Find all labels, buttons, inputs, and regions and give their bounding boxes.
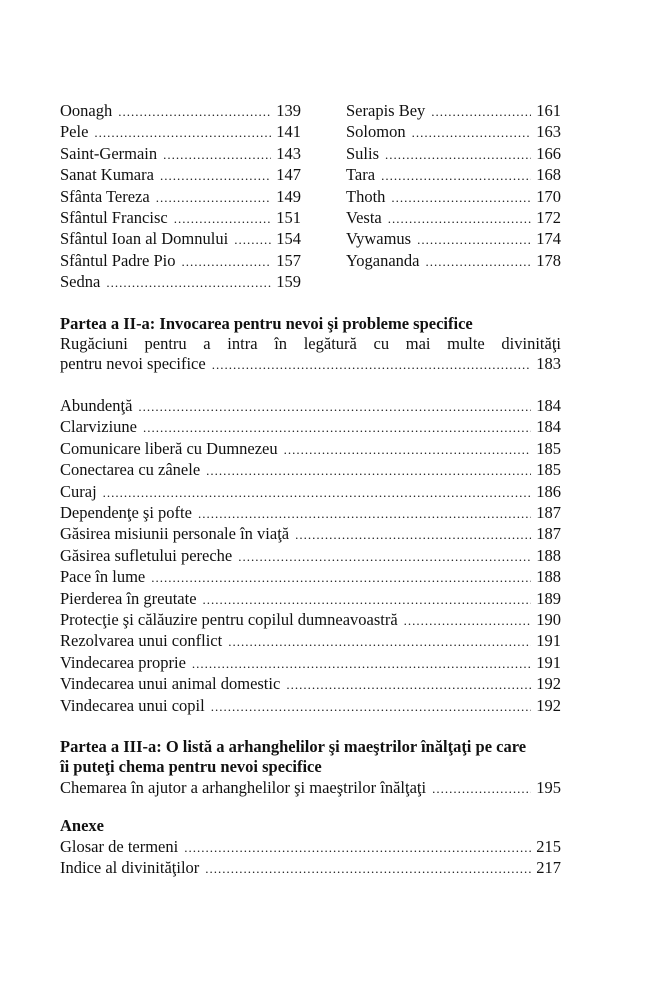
part3-heading (60, 737, 561, 778)
toc-entry (60, 610, 561, 631)
toc-entry (346, 165, 561, 186)
toc-entry-title: Sfânta Tereza (60, 186, 150, 206)
toc-entry-page: 187 (536, 502, 561, 522)
toc-entry-page: 195 (536, 777, 561, 797)
toc-entry-title: Găsirea sufletului pereche (60, 545, 233, 565)
toc-entry (60, 354, 561, 375)
dot-leader (412, 123, 531, 143)
dot-leader (160, 166, 271, 186)
dot-leader (385, 145, 531, 165)
toc-entry-title: Indice al divinităţilor (60, 858, 200, 877)
toc-entry (60, 546, 561, 567)
dot-leader (228, 632, 531, 652)
toc-entry-page: 186 (536, 481, 561, 501)
toc-entry-page: 154 (276, 229, 301, 249)
toc-entry-page: 141 (276, 122, 301, 142)
dot-leader (103, 483, 531, 503)
toc-entry (60, 567, 561, 588)
toc-entry-page: 215 (536, 836, 561, 856)
spacer (60, 376, 561, 396)
dot-leader (234, 230, 271, 250)
toc-entry (60, 589, 561, 610)
toc-entry-page: 217 (536, 858, 561, 877)
toc-entry-title: Găsirea misiunii personale în viaţă (60, 524, 290, 544)
toc-entry-title: Abundenţă (60, 395, 133, 415)
toc-entry-page: 139 (276, 101, 301, 120)
dot-leader (404, 611, 531, 631)
toc-entry-title: Curaj (60, 481, 97, 501)
dot-leader (431, 102, 531, 122)
toc-entry-page: 168 (536, 165, 561, 185)
toc-entry-title: Conectarea cu zânele (60, 460, 201, 480)
spacer (60, 717, 561, 737)
toc-entry-title: Comunicare liberă cu Dumnezeu (60, 438, 278, 458)
toc-entry-page: 163 (536, 122, 561, 142)
toc-entry-title: Tara (346, 165, 376, 185)
dot-leader (156, 188, 271, 208)
dot-leader (238, 547, 531, 567)
part3-heading-line: îi puteţi chema pentru nevoi specifice (60, 757, 322, 777)
dot-leader (205, 859, 531, 879)
toc-entry-title: Vindecarea unui animal domestic (60, 674, 281, 694)
toc-entry-title: Serapis Bey (346, 101, 426, 120)
dot-leader (426, 252, 532, 272)
toc-entry-title: Chemarea în ajutor a arhanghelilor şi maeştrilor înălţaţi (60, 777, 427, 797)
toc-entry (60, 122, 301, 143)
toc-entry-page: 147 (276, 165, 301, 185)
toc-entry-page: 183 (536, 354, 561, 374)
toc-entry-page: 192 (536, 674, 561, 694)
dot-leader (295, 525, 531, 545)
toc-entry (60, 460, 561, 481)
toc-entry-title: Yogananda (346, 250, 420, 270)
part2-intro-line: Rugăciuni pentru a intra în legătură cu mai multe divinităţi (60, 334, 561, 354)
toc-entry-page: 161 (536, 101, 561, 120)
dot-leader (192, 654, 531, 674)
toc-entry (60, 837, 561, 858)
toc-entry (60, 208, 301, 229)
toc-entry-title: Rezolvarea unui conflict (60, 631, 223, 651)
toc-entry-page: 143 (276, 143, 301, 163)
toc-entry (60, 439, 561, 460)
toc-entry (60, 187, 301, 208)
toc-entry (60, 165, 301, 186)
toc-entry (60, 101, 301, 122)
toc-entry-page: 189 (536, 588, 561, 608)
dot-leader (151, 568, 531, 588)
toc-entry (60, 272, 301, 293)
deities-columns (60, 101, 561, 294)
toc-entry (346, 122, 561, 143)
deities-left-column (60, 101, 301, 294)
toc-entry-title: Vindecarea unui copil (60, 695, 205, 715)
toc-entry (60, 858, 561, 879)
dot-leader (206, 461, 531, 481)
dot-leader (174, 209, 271, 229)
dot-leader (106, 273, 271, 293)
dot-leader (182, 252, 272, 272)
dot-leader (138, 397, 531, 417)
toc-entry-page: 170 (536, 186, 561, 206)
toc-entry-title: Sedna (60, 272, 101, 292)
dot-leader (212, 355, 531, 375)
part3-heading-line: Partea a III-a: O listă a arhanghelilor şi maeştrilor înălţaţi pe care (60, 736, 527, 756)
toc-entry-title: Protecţie şi călăuzire pentru copilul dumneavoastră (60, 609, 398, 629)
toc-entry-page: 178 (536, 250, 561, 270)
toc-entry-page: 191 (536, 631, 561, 651)
toc-entry-title: Thoth (346, 186, 386, 206)
toc-entry-page: 188 (536, 545, 561, 565)
annexes-heading: Anexe (60, 816, 104, 836)
toc-entry-page: 151 (276, 208, 301, 228)
part2-heading: Partea a II-a: Invocarea pentru nevoi şi probleme specifice (60, 313, 473, 333)
toc-entry-title: Dependenţe şi pofte (60, 502, 192, 522)
toc-entry-page: 174 (536, 229, 561, 249)
toc-entry-title: Pace în lume (60, 567, 146, 587)
toc-entry-page: 185 (536, 460, 561, 480)
toc-entry-title: Solomon (346, 122, 406, 142)
toc-entry-page: 172 (536, 208, 561, 228)
toc-entry-title: Glosar de termeni (60, 836, 179, 856)
toc-entry-title: Clarviziune (60, 417, 137, 437)
dot-leader (143, 418, 531, 438)
dot-leader (432, 779, 531, 799)
toc-entry (60, 778, 561, 799)
dot-leader (391, 188, 531, 208)
toc-entry-page: 188 (536, 567, 561, 587)
toc-entry (60, 674, 561, 695)
toc-entry-title: Sfântul Francisc (60, 208, 168, 228)
toc-entry-title: Sfântul Padre Pio (60, 250, 176, 270)
toc-entry (346, 208, 561, 229)
dot-leader (388, 209, 531, 229)
toc-entry-page: 185 (536, 438, 561, 458)
toc-entry (60, 482, 561, 503)
toc-entry-page: 187 (536, 524, 561, 544)
dot-leader (94, 123, 271, 143)
toc-entry-page: 191 (536, 652, 561, 672)
dot-leader (184, 838, 531, 858)
toc-entry-page: 159 (276, 272, 301, 292)
toc-entry-title: Pierderea în greutate (60, 588, 197, 608)
table-of-contents (60, 101, 561, 879)
toc-entry-title: pentru nevoi specifice (60, 354, 206, 374)
dot-leader (211, 697, 531, 717)
toc-entry (60, 144, 301, 165)
dot-leader (284, 440, 531, 460)
toc-entry-title: Pele (60, 122, 89, 142)
toc-entry (60, 396, 561, 417)
spacer (60, 294, 561, 314)
toc-entry (346, 251, 561, 272)
toc-entry (346, 187, 561, 208)
toc-entry-title: Vindecarea proprie (60, 652, 186, 672)
toc-entry (60, 503, 561, 524)
dot-leader (163, 145, 271, 165)
dot-leader (203, 590, 531, 610)
toc-entry (60, 653, 561, 674)
toc-entry (346, 229, 561, 250)
dot-leader (118, 102, 271, 122)
toc-entry (60, 524, 561, 545)
toc-entry-page: 166 (536, 143, 561, 163)
toc-entry (346, 101, 561, 122)
toc-entry-page: 157 (276, 250, 301, 270)
toc-entry-title: Oonagh (60, 101, 113, 120)
toc-entry-title: Saint-Germain (60, 143, 158, 163)
spacer (60, 799, 561, 816)
toc-entry-page: 149 (276, 186, 301, 206)
toc-entry-page: 192 (536, 695, 561, 715)
toc-entry (60, 696, 561, 717)
toc-entry-title: Sulis (346, 143, 380, 163)
dot-leader (198, 504, 531, 524)
dot-leader (417, 230, 531, 250)
toc-entry (60, 631, 561, 652)
toc-entry-title: Vywamus (346, 229, 412, 249)
toc-entry (346, 144, 561, 165)
toc-entry (60, 417, 561, 438)
toc-entry-page: 184 (536, 395, 561, 415)
dot-leader (381, 166, 531, 186)
toc-entry-page: 184 (536, 417, 561, 437)
toc-entry (60, 229, 301, 250)
toc-entry-title: Vesta (346, 208, 382, 228)
dot-leader (286, 675, 531, 695)
toc-entry (60, 251, 301, 272)
toc-entry-title: Sfântul Ioan al Domnului (60, 229, 229, 249)
toc-entry-title: Sanat Kumara (60, 165, 154, 185)
toc-entry-page: 190 (536, 609, 561, 629)
deities-right-column (346, 101, 561, 294)
part2-list (60, 396, 561, 717)
